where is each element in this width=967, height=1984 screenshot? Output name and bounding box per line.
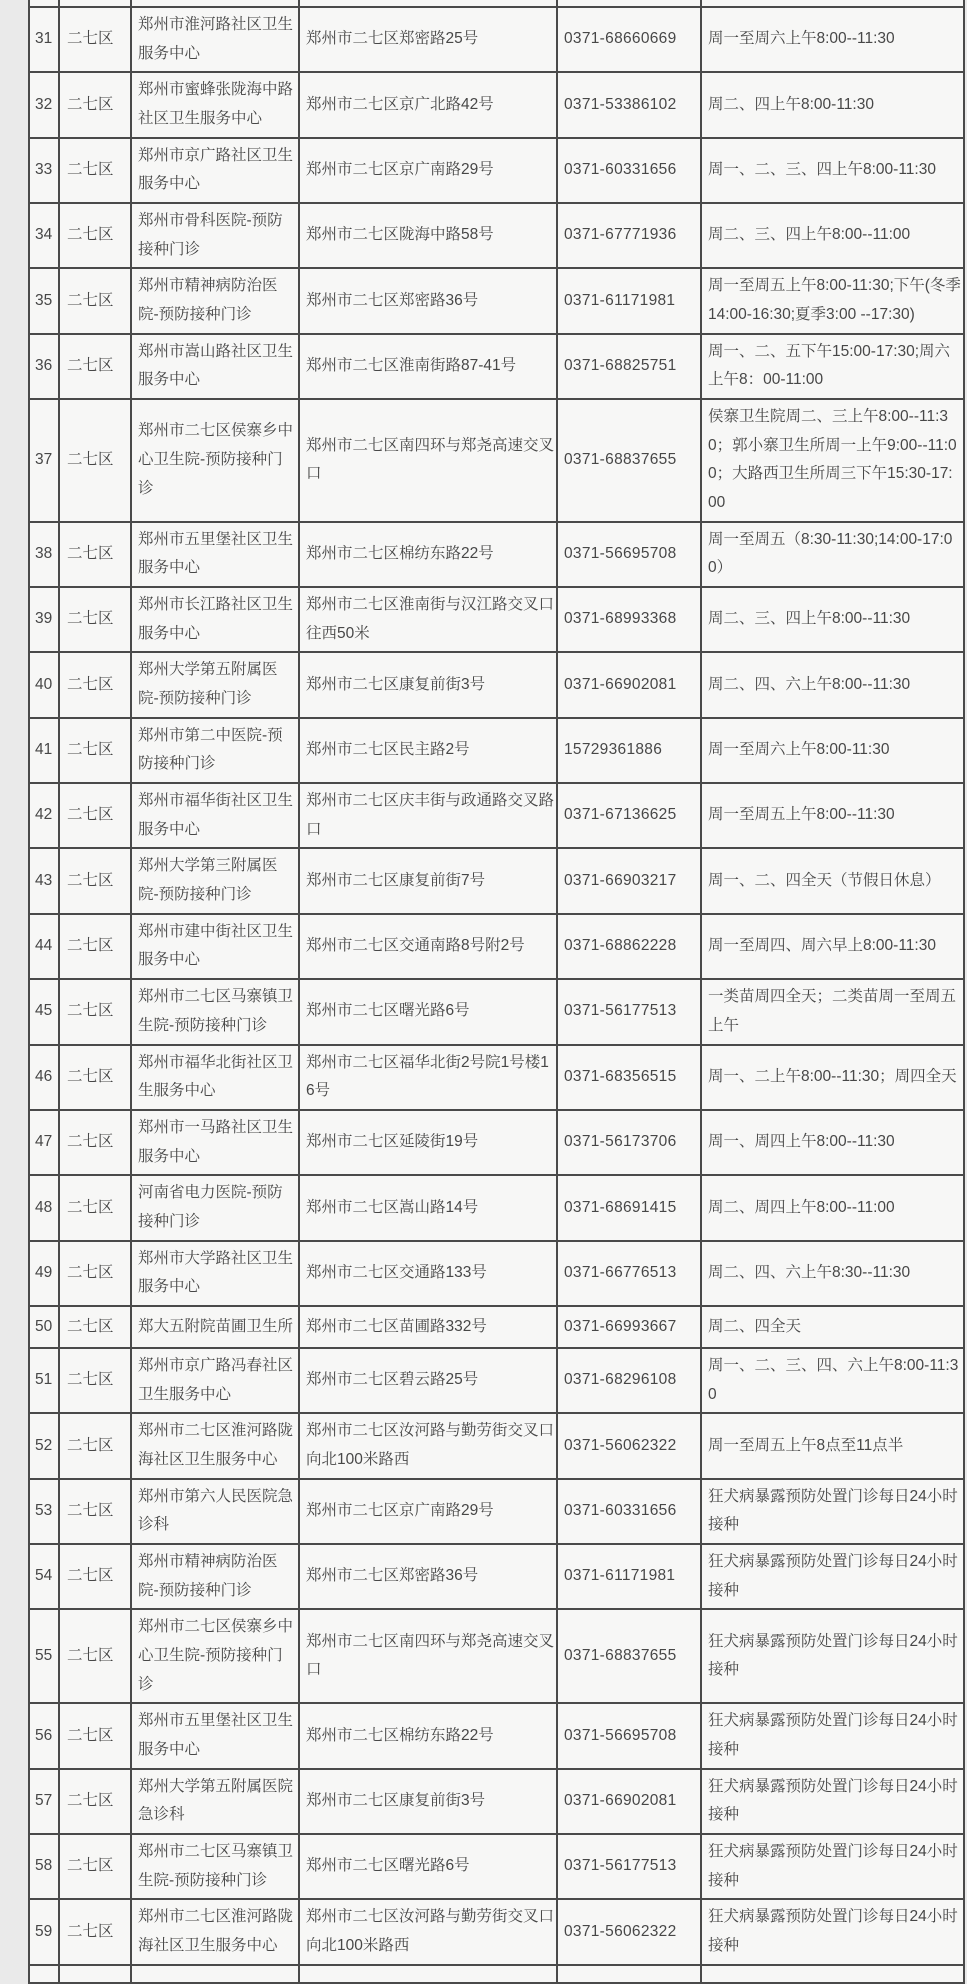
clinic-name-cell: 郑州市第二中医院-预防接种门诊 [131, 718, 299, 783]
table-row [29, 1348, 964, 1413]
phone-cell: 0371-56062322 [557, 1899, 701, 1964]
row-number-cell: 33 [29, 138, 59, 203]
table-row [29, 1834, 964, 1899]
clinic-name-cell: 郑州市第六人民医院急诊科 [131, 1479, 299, 1544]
district-cell: 二七区 [59, 1175, 131, 1240]
address-cell: 郑州市二七区交通南路8号附2号 [299, 914, 557, 979]
table-row [29, 1769, 964, 1834]
address-cell: 郑州市二七区汝河路与勤劳街交叉口向北100米路西 [299, 1899, 557, 1964]
district-cell: 二七区 [59, 1769, 131, 1834]
clinic-name-cell: 郑州市建中街社区卫生服务中心 [131, 914, 299, 979]
phone-cell: 0371-68296108 [557, 1348, 701, 1413]
phone-cell: 0371-66902081 [557, 1769, 701, 1834]
table-row [29, 1609, 964, 1703]
phone-cell: 0371-53386102 [557, 72, 701, 137]
row-number-cell: 41 [29, 718, 59, 783]
row-number-cell: 51 [29, 1348, 59, 1413]
district-cell: 二七区 [59, 848, 131, 913]
address-cell [299, 0, 557, 7]
partial-row-bottom [29, 1965, 964, 1983]
clinic-name-cell: 郑州市二七区马寨镇卫生院-预防接种门诊 [131, 979, 299, 1044]
hours-cell: 侯寨卫生院周二、三上午8:00--11:30；郭小寨卫生所周一上午9:00--11:00；大路西卫生所周三下午15:30-17:00 [701, 399, 964, 522]
address-cell: 郑州市二七区康复前街3号 [299, 1769, 557, 1834]
table-row [29, 1544, 964, 1609]
address-cell: 郑州市二七区棉纺东路22号 [299, 522, 557, 587]
clinic-name-cell: 郑州大学第五附属医院急诊科 [131, 1769, 299, 1834]
clinic-name-cell: 郑州市福华北街社区卫生服务中心 [131, 1045, 299, 1110]
address-cell: 郑州市二七区民主路2号 [299, 718, 557, 783]
address-cell: 郑州市二七区郑密路36号 [299, 1544, 557, 1609]
address-cell: 郑州市二七区京广北路42号 [299, 72, 557, 137]
clinic-name-cell [131, 0, 299, 7]
row-number-cell [29, 0, 59, 7]
phone-cell: 0371-68837655 [557, 399, 701, 522]
clinic-table-container [28, 0, 965, 1984]
district-cell: 二七区 [59, 783, 131, 848]
district-cell: 二七区 [59, 522, 131, 587]
phone-cell: 0371-60331656 [557, 138, 701, 203]
row-number-cell: 32 [29, 72, 59, 137]
address-cell: 郑州市二七区棉纺东路22号 [299, 1703, 557, 1768]
clinic-table [28, 0, 965, 1984]
phone-cell: 0371-68691415 [557, 1175, 701, 1240]
hours-cell: 狂犬病暴露预防处置门诊每日24小时接种 [701, 1899, 964, 1964]
address-cell: 郑州市二七区福华北街2号院1号楼16号 [299, 1045, 557, 1110]
address-cell: 郑州市二七区康复前街3号 [299, 652, 557, 717]
hours-cell: 周二、三、四上午8:00--11:00 [701, 203, 964, 268]
hours-cell: 狂犬病暴露预防处置门诊每日24小时接种 [701, 1834, 964, 1899]
table-row [29, 399, 964, 522]
hours-cell: 周一至周五上午8:00--11:30 [701, 783, 964, 848]
row-number-cell: 43 [29, 848, 59, 913]
table-row [29, 203, 964, 268]
clinic-name-cell: 郑州市淮河路社区卫生服务中心 [131, 7, 299, 72]
table-row [29, 1703, 964, 1768]
phone-cell: 0371-56177513 [557, 979, 701, 1044]
table-row [29, 7, 964, 72]
phone-cell: 0371-66902081 [557, 652, 701, 717]
district-cell: 二七区 [59, 652, 131, 717]
hours-cell: 狂犬病暴露预防处置门诊每日24小时接种 [701, 1609, 964, 1703]
hours-cell [701, 0, 964, 7]
row-number-cell: 44 [29, 914, 59, 979]
district-cell: 二七区 [59, 399, 131, 522]
row-number-cell: 59 [29, 1899, 59, 1964]
hours-cell: 狂犬病暴露预防处置门诊每日24小时接种 [701, 1703, 964, 1768]
address-cell: 郑州市二七区京广南路29号 [299, 138, 557, 203]
hours-cell: 周一至周六上午8:00-11:30 [701, 718, 964, 783]
clinic-name-cell: 郑州市五里堡社区卫生服务中心 [131, 522, 299, 587]
district-cell: 二七区 [59, 334, 131, 399]
district-cell: 二七区 [59, 718, 131, 783]
table-row [29, 1175, 964, 1240]
table-row [29, 72, 964, 137]
phone-cell: 0371-56062322 [557, 1413, 701, 1478]
clinic-name-cell: 郑州市一马路社区卫生服务中心 [131, 1110, 299, 1175]
district-cell: 二七区 [59, 1348, 131, 1413]
row-number-cell: 38 [29, 522, 59, 587]
hours-cell: 狂犬病暴露预防处置门诊每日24小时接种 [701, 1769, 964, 1834]
phone-cell: 0371-67136625 [557, 783, 701, 848]
clinic-name-cell: 郑州市二七区侯寨乡中心卫生院-预防接种门诊 [131, 399, 299, 522]
table-row [29, 848, 964, 913]
phone-cell: 0371-60331656 [557, 1479, 701, 1544]
row-number-cell: 40 [29, 652, 59, 717]
clinic-table-body [29, 0, 964, 1983]
table-row [29, 1479, 964, 1544]
district-cell: 二七区 [59, 203, 131, 268]
row-number-cell: 54 [29, 1544, 59, 1609]
table-row [29, 1241, 964, 1306]
phone-cell: 0371-61171981 [557, 1544, 701, 1609]
clinic-name-cell: 郑州市二七区淮河路陇海社区卫生服务中心 [131, 1413, 299, 1478]
phone-cell: 0371-56173706 [557, 1110, 701, 1175]
row-number-cell: 46 [29, 1045, 59, 1110]
hours-cell [701, 1965, 964, 1983]
row-number-cell: 34 [29, 203, 59, 268]
hours-cell: 周一、二、四全天（节假日休息） [701, 848, 964, 913]
table-row [29, 1110, 964, 1175]
hours-cell: 周一、二、三、四上午8:00-11:30 [701, 138, 964, 203]
hours-cell: 周一、二、三、四、六上午8:00-11:30 [701, 1348, 964, 1413]
district-cell: 二七区 [59, 1306, 131, 1348]
clinic-name-cell: 郑州市二七区淮河路陇海社区卫生服务中心 [131, 1899, 299, 1964]
address-cell [299, 1965, 557, 1983]
district-cell: 二七区 [59, 1609, 131, 1703]
clinic-name-cell: 郑大五附院苗圃卫生所 [131, 1306, 299, 1348]
table-row [29, 334, 964, 399]
district-cell: 二七区 [59, 1899, 131, 1964]
row-number-cell: 35 [29, 268, 59, 333]
district-cell: 二七区 [59, 914, 131, 979]
hours-cell: 周二、四全天 [701, 1306, 964, 1348]
hours-cell: 周一至周六上午8:00--11:30 [701, 7, 964, 72]
phone-cell: 0371-68356515 [557, 1045, 701, 1110]
district-cell: 二七区 [59, 1241, 131, 1306]
hours-cell: 周一、二、五下午15:00-17:30;周六上午8：00-11:00 [701, 334, 964, 399]
clinic-name-cell: 郑州市二七区马寨镇卫生院-预防接种门诊 [131, 1834, 299, 1899]
row-number-cell [29, 1965, 59, 1983]
district-cell: 二七区 [59, 72, 131, 137]
phone-cell: 0371-56695708 [557, 522, 701, 587]
phone-cell: 0371-68862228 [557, 914, 701, 979]
clinic-name-cell: 郑州市二七区侯寨乡中心卫生院-预防接种门诊 [131, 1609, 299, 1703]
hours-cell: 周二、周四上午8:00--11:00 [701, 1175, 964, 1240]
hours-cell: 周一至周四、周六早上8:00-11:30 [701, 914, 964, 979]
hours-cell: 周一至周五（8:30-11:30;14:00-17:00） [701, 522, 964, 587]
table-row [29, 652, 964, 717]
hours-cell: 周一至周五上午8:00-11:30;下午(冬季14:00-16:30;夏季3:00 --17:30) [701, 268, 964, 333]
phone-cell: 0371-66776513 [557, 1241, 701, 1306]
phone-cell: 0371-56177513 [557, 1834, 701, 1899]
address-cell: 郑州市二七区淮南街路87-41号 [299, 334, 557, 399]
hours-cell: 一类苗周四全天；二类苗周一至周五上午 [701, 979, 964, 1044]
phone-cell: 0371-68993368 [557, 587, 701, 652]
row-number-cell: 36 [29, 334, 59, 399]
hours-cell: 周一、二上午8:00--11:30；周四全天 [701, 1045, 964, 1110]
address-cell: 郑州市二七区碧云路25号 [299, 1348, 557, 1413]
hours-cell: 狂犬病暴露预防处置门诊每日24小时接种 [701, 1479, 964, 1544]
hours-cell: 周一、周四上午8:00--11:30 [701, 1110, 964, 1175]
clinic-name-cell: 郑州市京广路社区卫生服务中心 [131, 138, 299, 203]
clinic-name-cell: 郑州大学第五附属医院-预防接种门诊 [131, 652, 299, 717]
address-cell: 郑州市二七区嵩山路14号 [299, 1175, 557, 1240]
clinic-name-cell [131, 1965, 299, 1983]
table-row [29, 979, 964, 1044]
district-cell: 二七区 [59, 1110, 131, 1175]
clinic-name-cell: 郑州市大学路社区卫生服务中心 [131, 1241, 299, 1306]
row-number-cell: 42 [29, 783, 59, 848]
district-cell: 二七区 [59, 268, 131, 333]
district-cell: 二七区 [59, 1544, 131, 1609]
phone-cell: 0371-66903217 [557, 848, 701, 913]
hours-cell: 周二、四、六上午8:30--11:30 [701, 1241, 964, 1306]
phone-cell [557, 1965, 701, 1983]
address-cell: 郑州市二七区郑密路25号 [299, 7, 557, 72]
row-number-cell: 57 [29, 1769, 59, 1834]
row-number-cell: 56 [29, 1703, 59, 1768]
table-row [29, 1306, 964, 1348]
phone-cell: 0371-68660669 [557, 7, 701, 72]
district-cell: 二七区 [59, 1834, 131, 1899]
phone-cell: 0371-68825751 [557, 334, 701, 399]
hours-cell: 狂犬病暴露预防处置门诊每日24小时接种 [701, 1544, 964, 1609]
district-cell: 二七区 [59, 1703, 131, 1768]
table-row [29, 914, 964, 979]
address-cell: 郑州市二七区苗圃路332号 [299, 1306, 557, 1348]
table-row [29, 718, 964, 783]
district-cell [59, 1965, 131, 1983]
clinic-name-cell: 郑州市嵩山路社区卫生服务中心 [131, 334, 299, 399]
table-row [29, 138, 964, 203]
address-cell: 郑州市二七区郑密路36号 [299, 268, 557, 333]
clinic-name-cell: 郑州市长江路社区卫生服务中心 [131, 587, 299, 652]
clinic-name-cell: 郑州市精神病防治医院-预防接种门诊 [131, 268, 299, 333]
phone-cell: 0371-68837655 [557, 1609, 701, 1703]
clinic-name-cell: 河南省电力医院-预防接种门诊 [131, 1175, 299, 1240]
table-row [29, 268, 964, 333]
address-cell: 郑州市二七区汝河路与勤劳街交叉口向北100米路西 [299, 1413, 557, 1478]
phone-cell: 0371-61171981 [557, 268, 701, 333]
phone-cell: 0371-67771936 [557, 203, 701, 268]
address-cell: 郑州市二七区交通路133号 [299, 1241, 557, 1306]
clinic-name-cell: 郑州市精神病防治医院-预防接种门诊 [131, 1544, 299, 1609]
row-number-cell: 55 [29, 1609, 59, 1703]
row-number-cell: 31 [29, 7, 59, 72]
address-cell: 郑州市二七区南四环与郑尧高速交叉口 [299, 1609, 557, 1703]
table-row [29, 1899, 964, 1964]
row-number-cell: 45 [29, 979, 59, 1044]
clinic-name-cell: 郑州市骨科医院-预防接种门诊 [131, 203, 299, 268]
row-number-cell: 47 [29, 1110, 59, 1175]
table-row [29, 522, 964, 587]
row-number-cell: 37 [29, 399, 59, 522]
table-row [29, 1413, 964, 1478]
partial-row-top [29, 0, 964, 7]
address-cell: 郑州市二七区曙光路6号 [299, 1834, 557, 1899]
hours-cell: 周一至周五上午8点至11点半 [701, 1413, 964, 1478]
district-cell: 二七区 [59, 587, 131, 652]
address-cell: 郑州市二七区庆丰街与政通路交叉路口 [299, 783, 557, 848]
row-number-cell: 48 [29, 1175, 59, 1240]
clinic-name-cell: 郑州市五里堡社区卫生服务中心 [131, 1703, 299, 1768]
row-number-cell: 39 [29, 587, 59, 652]
district-cell: 二七区 [59, 1479, 131, 1544]
hours-cell: 周二、四上午8:00-11:30 [701, 72, 964, 137]
row-number-cell: 53 [29, 1479, 59, 1544]
address-cell: 郑州市二七区延陵街19号 [299, 1110, 557, 1175]
clinic-name-cell: 郑州市福华街社区卫生服务中心 [131, 783, 299, 848]
district-cell: 二七区 [59, 138, 131, 203]
row-number-cell: 49 [29, 1241, 59, 1306]
row-number-cell: 52 [29, 1413, 59, 1478]
address-cell: 郑州市二七区京广南路29号 [299, 1479, 557, 1544]
district-cell: 二七区 [59, 979, 131, 1044]
clinic-name-cell: 郑州市京广路冯春社区卫生服务中心 [131, 1348, 299, 1413]
district-cell: 二七区 [59, 1045, 131, 1110]
phone-cell [557, 0, 701, 7]
table-row [29, 1045, 964, 1110]
address-cell: 郑州市二七区陇海中路58号 [299, 203, 557, 268]
hours-cell: 周二、四、六上午8:00--11:30 [701, 652, 964, 717]
row-number-cell: 58 [29, 1834, 59, 1899]
clinic-name-cell: 郑州市蜜蜂张陇海中路社区卫生服务中心 [131, 72, 299, 137]
address-cell: 郑州市二七区南四环与郑尧高速交叉口 [299, 399, 557, 522]
phone-cell: 15729361886 [557, 718, 701, 783]
district-cell: 二七区 [59, 1413, 131, 1478]
address-cell: 郑州市二七区淮南街与汉江路交叉口往西50米 [299, 587, 557, 652]
table-row [29, 783, 964, 848]
district-cell [59, 0, 131, 7]
phone-cell: 0371-56695708 [557, 1703, 701, 1768]
hours-cell: 周二、三、四上午8:00--11:30 [701, 587, 964, 652]
address-cell: 郑州市二七区康复前街7号 [299, 848, 557, 913]
table-row [29, 587, 964, 652]
row-number-cell: 50 [29, 1306, 59, 1348]
clinic-name-cell: 郑州大学第三附属医院-预防接种门诊 [131, 848, 299, 913]
address-cell: 郑州市二七区曙光路6号 [299, 979, 557, 1044]
district-cell: 二七区 [59, 7, 131, 72]
phone-cell: 0371-66993667 [557, 1306, 701, 1348]
